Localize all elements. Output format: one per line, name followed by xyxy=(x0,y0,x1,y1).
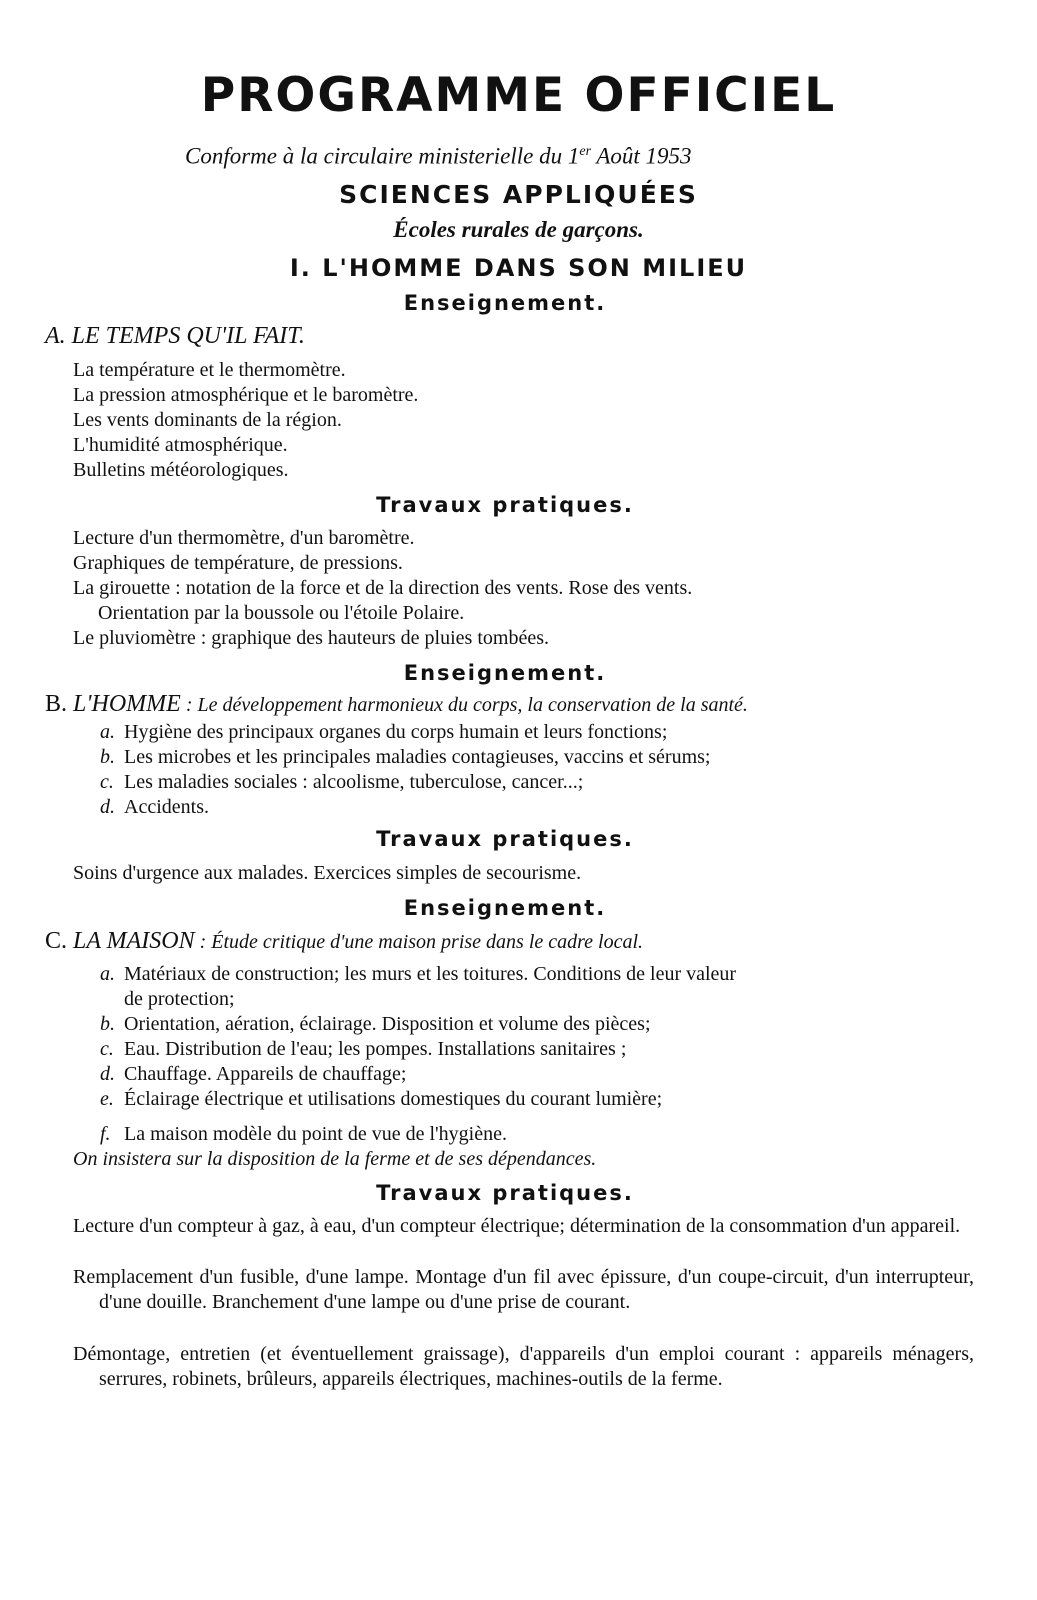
list-item: Lecture d'un thermomètre, d'un baromètre. xyxy=(73,527,415,549)
section-c-desc: : Étude critique d'une maison prise dans le cadre local. xyxy=(194,931,644,953)
section-c-note: On insistera sur la disposition de la ferme et de ses dépendances. xyxy=(73,1148,597,1170)
heading-travaux-a: Travaux pratiques. xyxy=(376,493,634,517)
list-item xyxy=(100,1062,406,1087)
section-b-lead: L'HOMME xyxy=(73,691,181,717)
subject-title: SCIENCES APPLIQUÉES xyxy=(339,180,698,209)
item-text: Orientation, aération, éclairage. Disposition et volume des pièces; xyxy=(124,1013,651,1035)
item-marker: a. xyxy=(100,721,115,743)
list-item: Les vents dominants de la région. xyxy=(73,409,342,431)
heading-enseignement-a: Enseignement. xyxy=(403,291,607,315)
list-item: Démontage, entretien (et éventuellement graissage), d'appareils d'un emploi courant : appareils ménagers, serrures, robinets, brûleurs, appareils électriques, machines-outils de la ferme. xyxy=(73,1343,974,1390)
item-text: Eau. Distribution de l'eau; les pompes. Installations sanitaires ; xyxy=(124,1038,627,1060)
section-c-label: C. xyxy=(45,928,68,954)
part-title: I. L'HOMME DANS SON MILIEU xyxy=(289,254,748,282)
heading-enseignement-b: Enseignement. xyxy=(403,661,607,685)
section-a-label: A. LE TEMPS QU'IL FAIT. xyxy=(45,323,305,349)
list-item: Bulletins météorologiques. xyxy=(73,459,289,481)
item-marker: a. xyxy=(100,963,115,985)
list-item xyxy=(100,770,583,795)
section-a-title xyxy=(45,322,305,350)
section-b-desc: : Le développement harmonieux du corps, la conservation de la santé. xyxy=(180,694,748,716)
subtitle-superscript: er xyxy=(579,144,592,159)
item-text: La maison modèle du point de vue de l'hygiène. xyxy=(124,1123,507,1145)
item-marker: b. xyxy=(100,1013,115,1035)
item-marker: d. xyxy=(100,1063,115,1085)
list-item: L'humidité atmosphérique. xyxy=(73,434,288,456)
list-item xyxy=(100,962,736,987)
item-marker: b. xyxy=(100,746,115,768)
section-b-title xyxy=(45,690,748,719)
item-text: de protection; xyxy=(124,988,235,1010)
list-item: Graphiques de température, de pressions. xyxy=(73,552,403,574)
item-text: Éclairage électrique et utilisations domestiques du courant lumière; xyxy=(124,1088,663,1110)
section-c-lead: LA MAISON xyxy=(73,928,195,954)
list-item: Remplacement d'un fusible, d'une lampe. Montage d'un fil avec épissure, d'un coupe-circuit, d'un interrupteur, d'une douille. Branchement d'une lampe ou d'une prise de courant. xyxy=(73,1266,974,1313)
section-b-label: B. xyxy=(45,691,68,717)
item-marker: e. xyxy=(100,1088,114,1110)
list-item xyxy=(100,987,235,1012)
item-marker: f. xyxy=(100,1123,111,1145)
list-item xyxy=(100,1087,662,1112)
item-text: Les microbes et les principales maladies contagieuses, vaccins et sérums; xyxy=(124,746,711,768)
list-item xyxy=(100,720,667,745)
list-item xyxy=(100,795,209,820)
heading-travaux-c: Travaux pratiques. xyxy=(376,1181,634,1205)
section-c-title xyxy=(45,927,643,956)
list-item: Lecture d'un compteur à gaz, à eau, d'un compteur électrique; détermination de la consommation d'un appareil. xyxy=(73,1215,961,1237)
list-item xyxy=(100,1012,651,1037)
item-marker: c. xyxy=(100,1038,114,1060)
item-marker: d. xyxy=(100,796,115,818)
list-item: La girouette : notation de la force et de la direction des vents. Rose des vents. xyxy=(73,577,693,599)
item-text: Les maladies sociales : alcoolisme, tuberculose, cancer...; xyxy=(124,771,584,793)
list-item xyxy=(100,1037,626,1062)
item-text: Matériaux de construction; les murs et les toitures. Conditions de leur valeur xyxy=(124,963,737,985)
list-item: Soins d'urgence aux malades. Exercices simples de secourisme. xyxy=(73,862,582,884)
schools-line: Écoles rurales de garçons. xyxy=(393,217,644,242)
list-item: Le pluviomètre : graphique des hauteurs de pluies tombées. xyxy=(73,627,549,649)
heading-travaux-b: Travaux pratiques. xyxy=(376,827,634,851)
item-marker: c. xyxy=(100,771,114,793)
list-item xyxy=(100,1122,507,1147)
item-text: Accidents. xyxy=(124,796,209,818)
item-text: Chauffage. Appareils de chauffage; xyxy=(124,1063,407,1085)
subtitle-text: Conforme à la circulaire ministerielle du 1 xyxy=(185,143,580,169)
heading-enseignement-c: Enseignement. xyxy=(403,896,607,920)
list-item: La température et le thermomètre. xyxy=(73,359,346,381)
list-item: La pression atmosphérique et le baromètre. xyxy=(73,384,419,406)
subtitle-date: Août 1953 xyxy=(591,143,692,169)
list-item xyxy=(100,745,710,770)
circular-reference xyxy=(185,137,692,172)
item-text: Hygiène des principaux organes du corps humain et leurs fonctions; xyxy=(124,721,668,743)
page-title: PROGRAMME OFFICIEL xyxy=(200,68,837,123)
list-item: Orientation par la boussole ou l'étoile Polaire. xyxy=(98,602,465,624)
